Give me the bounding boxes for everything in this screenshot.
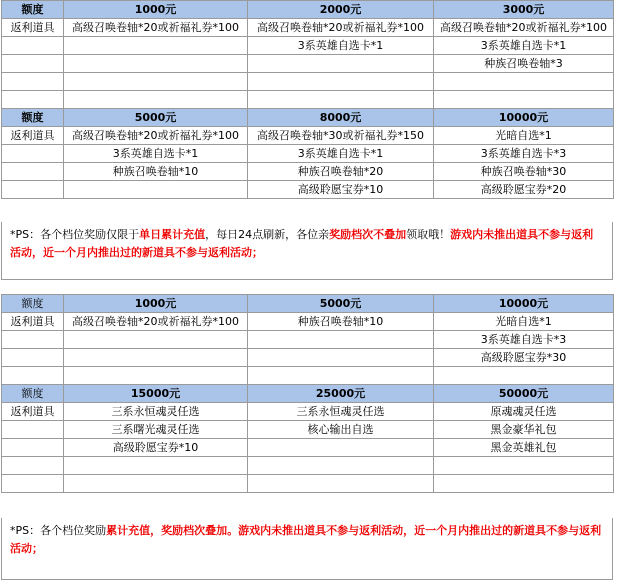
header-label-cell: 额度	[2, 385, 64, 403]
table-row	[2, 127, 614, 145]
row-label-cell: 返利道具	[2, 403, 64, 421]
reward-cell	[64, 349, 248, 367]
reward-cell: 3系英雄自选卡*1	[434, 37, 614, 55]
reward-cell: 高级召唤卷轴*30或祈福礼券*150	[248, 127, 434, 145]
reward-cell: 三系曙光魂灵任选	[64, 421, 248, 439]
note-text: *PS：各个档位奖励仅限于	[10, 228, 140, 241]
reward-cell	[248, 331, 434, 349]
reward-cell: 种族召唤卷轴*10	[64, 163, 248, 181]
reward-cell	[64, 475, 248, 493]
reward-cell: 光暗自选*1	[434, 313, 614, 331]
reward-cell	[64, 73, 248, 91]
reward-cell	[64, 91, 248, 109]
tier-amount-cell: 10000元	[434, 109, 614, 127]
reward-cell: 黑金豪华礼包	[434, 421, 614, 439]
table-row	[2, 331, 614, 349]
rebate-table-cumulative	[1, 294, 614, 493]
header-row	[2, 385, 614, 403]
row-label-cell	[2, 475, 64, 493]
reward-cell	[64, 367, 248, 385]
reward-cell: 高级召唤卷轴*20或祈福礼券*100	[64, 127, 248, 145]
row-label-cell	[2, 331, 64, 349]
row-label-cell	[2, 91, 64, 109]
table-row	[2, 349, 614, 367]
table-row	[2, 475, 614, 493]
row-label-cell	[2, 439, 64, 457]
reward-cell: 种族召唤卷轴*10	[248, 313, 434, 331]
reward-cell: 种族召唤卷轴*30	[434, 163, 614, 181]
row-label-cell	[2, 145, 64, 163]
reward-cell	[434, 73, 614, 91]
note-text: 领取哦！	[406, 228, 451, 241]
tier-amount-cell: 50000元	[434, 385, 614, 403]
row-label-cell	[2, 37, 64, 55]
reward-cell	[248, 349, 434, 367]
tier-amount-cell: 1000元	[64, 1, 248, 19]
tier-amount-cell: 5000元	[248, 295, 434, 313]
daily-rebate-note	[1, 222, 613, 280]
note-highlight-no-stack: 奖励档次不叠加	[329, 228, 407, 241]
tier-amount-cell: 10000元	[434, 295, 614, 313]
tier-amount-cell: 3000元	[434, 1, 614, 19]
reward-cell: 3系英雄自选卡*3	[434, 145, 614, 163]
reward-cell	[434, 91, 614, 109]
reward-cell	[64, 37, 248, 55]
reward-cell: 光暗自选*1	[434, 127, 614, 145]
note-highlight-cumulative: 累计充值，奖励档次叠加。游戏内未推出道具不参与返利活动，近一个月内推出过的新道具不参与返利活动；	[10, 524, 602, 555]
note-highlight-daily: 单日累计充值	[139, 228, 206, 241]
row-label-cell	[2, 457, 64, 475]
reward-cell: 高级召唤卷轴*20或祈福礼券*100	[64, 19, 248, 37]
table-row	[2, 421, 614, 439]
table-row	[2, 163, 614, 181]
reward-cell	[248, 475, 434, 493]
table-row	[2, 19, 614, 37]
row-label-cell	[2, 73, 64, 91]
reward-cell: 原魂魂灵任选	[434, 403, 614, 421]
row-label-cell	[2, 367, 64, 385]
table-row	[2, 403, 614, 421]
header-row	[2, 109, 614, 127]
tier-amount-cell: 2000元	[248, 1, 434, 19]
header-label-cell: 额度	[2, 109, 64, 127]
row-label-cell: 返利道具	[2, 19, 64, 37]
table-row	[2, 457, 614, 475]
reward-cell	[248, 457, 434, 475]
note-text: ，每日24点刷新，各位亲	[205, 228, 330, 241]
table-row	[2, 145, 614, 163]
table-row	[2, 367, 614, 385]
table-row	[2, 91, 614, 109]
header-label-cell: 额度	[2, 295, 64, 313]
reward-cell: 核心输出自选	[248, 421, 434, 439]
header-label-cell: 额度	[2, 1, 64, 19]
reward-cell: 三系永恒魂灵任选	[248, 403, 434, 421]
reward-cell: 三系永恒魂灵任选	[64, 403, 248, 421]
header-row	[2, 1, 614, 19]
reward-cell: 高级聆愿宝券*30	[434, 349, 614, 367]
reward-cell: 高级召唤卷轴*20或祈福礼券*100	[64, 313, 248, 331]
reward-cell	[248, 55, 434, 73]
reward-cell	[64, 55, 248, 73]
tier-amount-cell: 25000元	[248, 385, 434, 403]
row-label-cell	[2, 181, 64, 199]
reward-cell: 高级聆愿宝券*10	[248, 181, 434, 199]
row-label-cell: 返利道具	[2, 313, 64, 331]
tier-amount-cell: 15000元	[64, 385, 248, 403]
tier-amount-cell: 8000元	[248, 109, 434, 127]
reward-cell: 种族召唤卷轴*20	[248, 163, 434, 181]
tier-amount-cell: 1000元	[64, 295, 248, 313]
header-row	[2, 295, 614, 313]
row-label-cell	[2, 163, 64, 181]
reward-cell	[64, 457, 248, 475]
reward-cell	[64, 331, 248, 349]
reward-cell: 高级聆愿宝券*10	[64, 439, 248, 457]
table-row	[2, 37, 614, 55]
reward-cell	[434, 457, 614, 475]
reward-cell: 高级聆愿宝券*20	[434, 181, 614, 199]
note-highlight-rules: 游戏内未推出道具不参与返利活动，近一个月内推出过的新道具不参与返利活动；	[10, 228, 594, 259]
note-text: *PS：各个档位奖励	[10, 524, 107, 537]
reward-cell: 3系英雄自选卡*1	[64, 145, 248, 163]
reward-cell	[248, 439, 434, 457]
row-label-cell: 返利道具	[2, 127, 64, 145]
reward-cell	[434, 475, 614, 493]
reward-cell: 3系英雄自选卡*1	[248, 145, 434, 163]
table-row	[2, 181, 614, 199]
table-row	[2, 439, 614, 457]
cumulative-rebate-note	[1, 518, 613, 580]
reward-cell: 高级召唤卷轴*20或祈福礼券*100	[434, 19, 614, 37]
reward-cell: 高级召唤卷轴*20或祈福礼券*100	[248, 19, 434, 37]
reward-cell	[434, 367, 614, 385]
reward-cell: 黑金英雄礼包	[434, 439, 614, 457]
row-label-cell	[2, 349, 64, 367]
reward-cell: 3系英雄自选卡*3	[434, 331, 614, 349]
tier-amount-cell: 5000元	[64, 109, 248, 127]
table-row	[2, 55, 614, 73]
reward-cell: 3系英雄自选卡*1	[248, 37, 434, 55]
table-row	[2, 73, 614, 91]
reward-cell	[248, 73, 434, 91]
reward-cell	[248, 367, 434, 385]
row-label-cell	[2, 55, 64, 73]
row-label-cell	[2, 421, 64, 439]
table-row	[2, 313, 614, 331]
reward-cell	[64, 181, 248, 199]
rebate-table-daily	[1, 0, 614, 199]
reward-cell	[248, 91, 434, 109]
reward-cell: 种族召唤卷轴*3	[434, 55, 614, 73]
